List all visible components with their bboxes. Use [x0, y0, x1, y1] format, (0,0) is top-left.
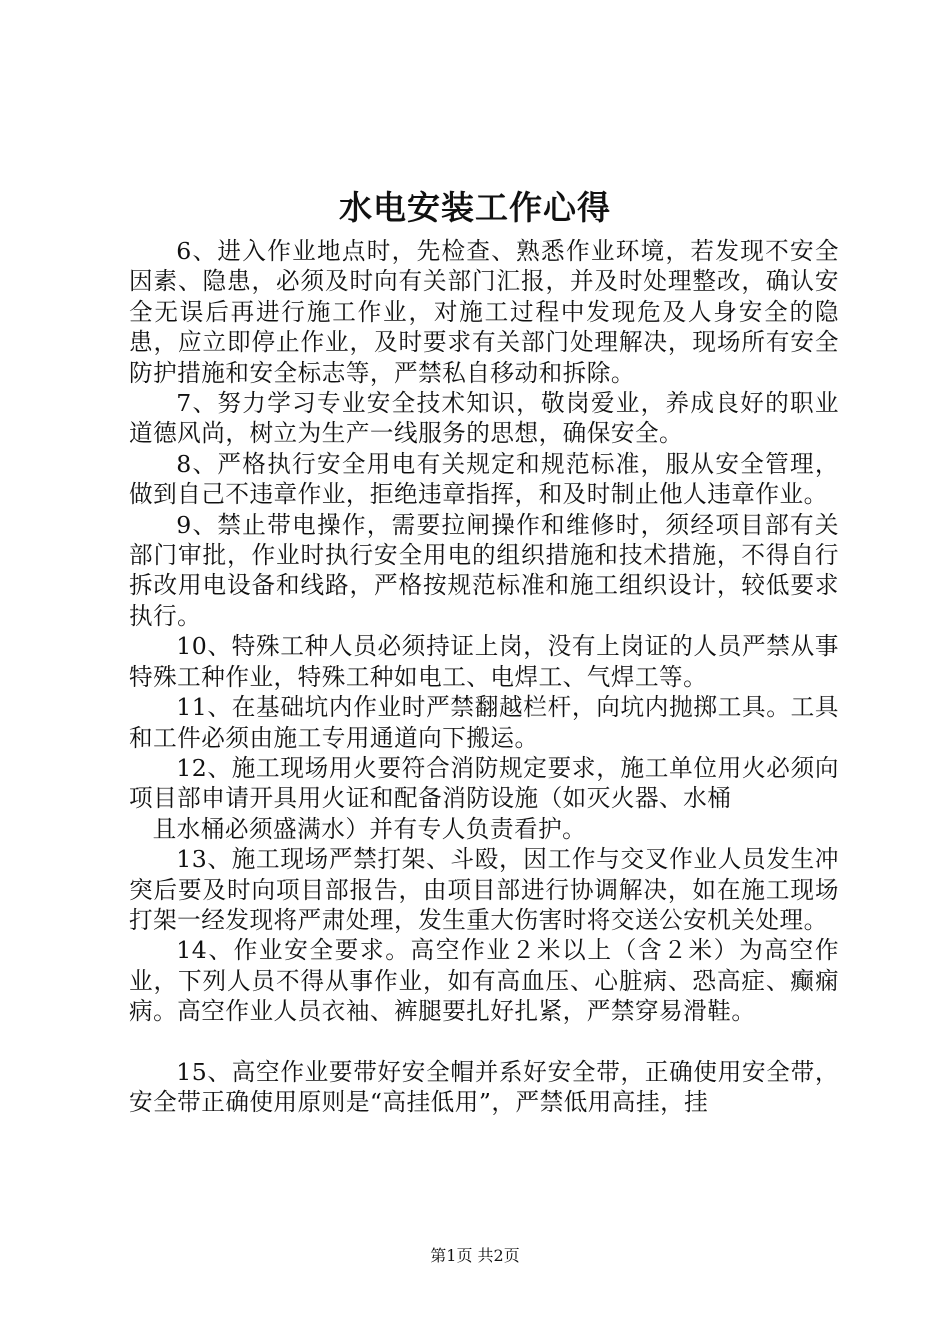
paragraph-15: 15、高空作业要带好安全帽并系好安全带，正确使用安全带，安全带正确使用原则是“高挂低用”，严禁低用高挂，挂	[129, 1057, 839, 1116]
paragraph-6: 6、进入作业地点时，先检查、熟悉作业环境，若发现不安全因素、隐患，必须及时向有关部门汇报，并及时处理整改，确认安全无误后再进行施工作业，对施工过程中发现危及人身安全的隐患，应立即停止作业，及时要求有关部门处理解决，现场所有安全防护措施和安全标志等，严禁私自移动和拆除。	[129, 237, 839, 387]
paragraph-9: 9、禁止带电操作，需要拉闸操作和维修时，须经项目部有关部门审批，作业时执行安全用电的组织措施和技术措施，不得自行拆改用电设备和线路，严格按规范标准和施工组织设计，较低要求执行。	[129, 510, 839, 630]
paragraph-11: 11、在基础坑内作业时严禁翻越栏杆，向坑内抛掷工具。工具和工件必须由施工专用通道向下搬运。	[129, 693, 839, 752]
paragraph-12: 12、施工现场用火要符合消防规定要求，施工单位用火必须向项目部申请开具用火证和配备消防设施（如灭火器、水桶	[129, 753, 839, 813]
document-title: 水电安装工作心得	[339, 188, 611, 227]
paragraph-8: 8、严格执行安全用电有关规定和规范标准，服从安全管理，做到自己不违章作业，拒绝违章指挥，和及时制止他人违章作业。	[129, 449, 839, 509]
paragraph-10: 10、特殊工种人员必须持证上岗，没有上岗证的人员严禁从事特殊工种作业，特殊工种如电工、电焊工、气焊工等。	[129, 632, 839, 691]
document-body	[129, 236, 839, 1117]
page-footer: 第1页 共2页	[430, 1246, 520, 1265]
paragraph-12-continued: 且水桶必须盛满水）并有专人负责看护。	[152, 814, 587, 843]
paragraph-13: 13、施工现场严禁打架、斗殴，因工作与交叉作业人员发生冲突后要及时向项目部报告，由项目部进行协调解决，如在施工现场打架一经发现将严肃处理，发生重大伤害时将交送公安机关处理。	[129, 845, 839, 934]
paragraph-7: 7、努力学习专业安全技术知识，敬岗爱业，养成良好的职业道德风尚，树立为生产一线服务的思想，确保安全。	[129, 389, 839, 448]
paragraph-14: 14、作业安全要求。高空作业２米以上（含２米）为高空作业，下列人员不得从事作业，如有高血压、心脏病、恐高症、癫痫病。高空作业人员衣袖、裤腿要扎好扎紧，严禁穿易滑鞋。	[129, 936, 839, 1026]
